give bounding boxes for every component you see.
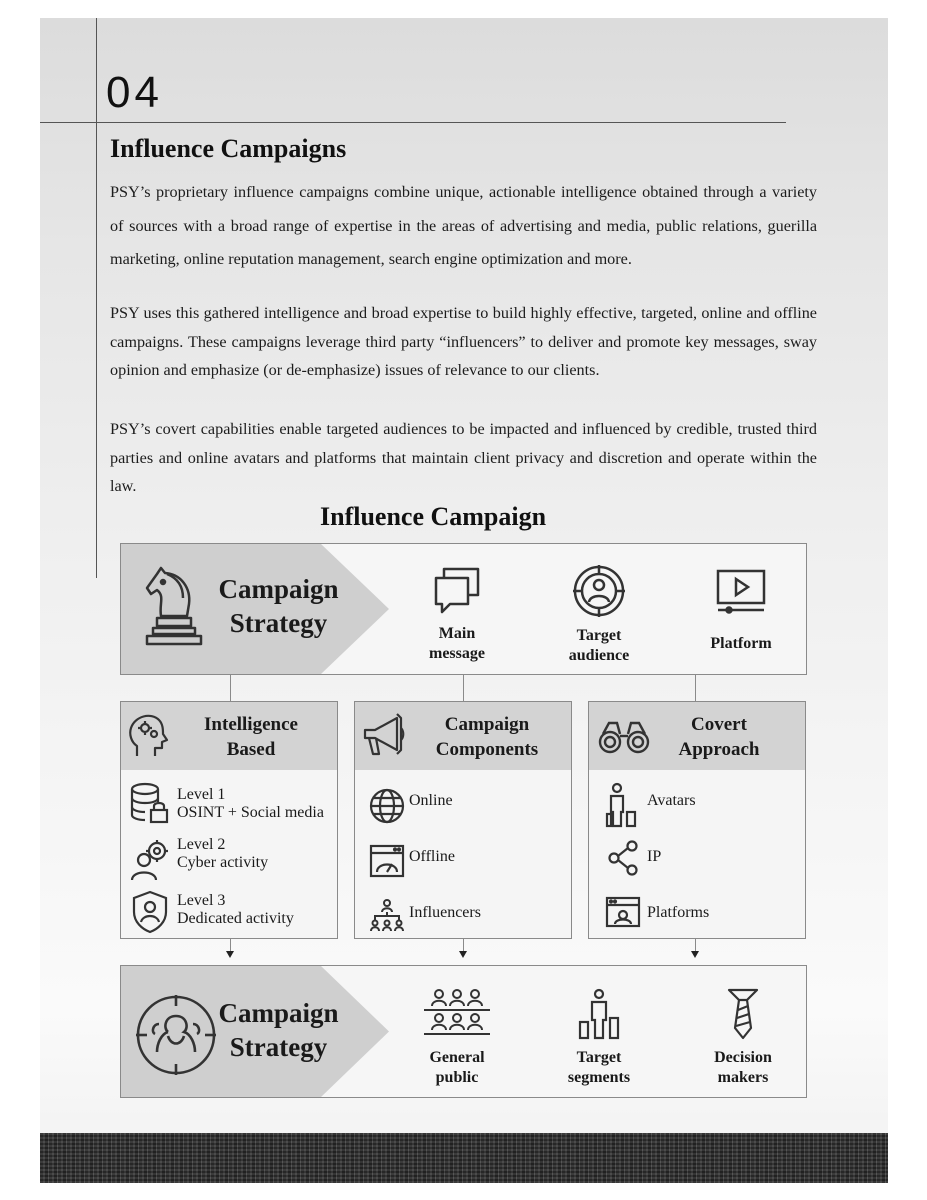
- connector-line: [463, 939, 464, 951]
- connector-line: [230, 675, 231, 701]
- row-text: IP: [647, 848, 662, 865]
- column-header: [355, 702, 571, 770]
- column-title: Campaign Components: [435, 714, 539, 760]
- avatars-row: [589, 782, 805, 830]
- decision-makers-item: Decision makers: [683, 988, 803, 1088]
- ip-row: [589, 840, 805, 888]
- column-title: Intelligence Based: [204, 714, 298, 760]
- down-arrow-icon: [459, 951, 467, 958]
- target-segments-item: Target segments: [539, 988, 659, 1088]
- column-header: [589, 702, 805, 770]
- main-message-item: Main message: [397, 566, 517, 664]
- connector-line: [230, 939, 231, 951]
- bottom-strategy-label: Campaign Strategy: [218, 998, 339, 1062]
- row-text: Level 2 Cyber activity: [177, 836, 269, 871]
- row-text: Online: [409, 792, 453, 809]
- level-2-row: [121, 838, 337, 886]
- target-audience-item: Target audience: [539, 564, 659, 666]
- chess-knight-icon: [143, 564, 205, 648]
- covert-approach-column: [588, 701, 806, 939]
- diagram-title: Influence Campaign: [320, 502, 547, 531]
- intelligence-based-column: [120, 701, 338, 939]
- campaign-strategy-top-box: [120, 543, 807, 675]
- paragraph-3: PSY’s covert capabilities enable targeted audiences to be impacted and influenced by credible, trusted third parties and online avatars and platforms that maintain client privacy and discretion and operate within the law.: [110, 420, 817, 495]
- down-arrow-icon: [691, 951, 699, 958]
- connector-line: [463, 675, 464, 701]
- down-arrow-icon: [226, 951, 234, 958]
- level-1-row: [121, 782, 337, 830]
- platforms-row: [589, 896, 805, 944]
- level-3-row: [121, 890, 337, 938]
- megaphone-icon: [361, 712, 409, 758]
- column-title: Covert Approach: [678, 714, 760, 760]
- audience-target-icon: [572, 564, 626, 618]
- page-number: 04: [106, 68, 163, 117]
- horizontal-rule: [40, 122, 786, 123]
- platform-item: Platform: [681, 568, 801, 654]
- campaign-strategy-bottom-box: [120, 965, 807, 1098]
- row-text: Avatars: [647, 792, 696, 809]
- row-text: Level 1 OSINT + Social media: [177, 786, 324, 821]
- section-title: Influence Campaigns: [110, 134, 347, 163]
- browser-window-icon: [605, 896, 641, 928]
- top-strategy-label: Campaign Strategy: [218, 574, 339, 638]
- offline-row: [355, 844, 571, 892]
- row-text: Level 3 Dedicated activity: [177, 892, 294, 927]
- general-public-item: General public: [397, 988, 517, 1088]
- column-header: [121, 702, 337, 770]
- globe-icon: [369, 788, 405, 824]
- necktie-icon: [727, 988, 759, 1040]
- head-gears-icon: [127, 710, 169, 760]
- person-gear-icon: [129, 838, 173, 882]
- row-text: Platforms: [647, 904, 710, 921]
- row-text: Influencers: [409, 904, 481, 921]
- gauge-window-icon: [369, 844, 405, 878]
- video-player-icon: [715, 568, 767, 614]
- connector-line: [695, 675, 696, 701]
- crowd-icon: [422, 988, 492, 1040]
- row-text: Offline: [409, 848, 455, 865]
- chat-bubbles-icon: [432, 566, 482, 616]
- vertical-rule: [96, 18, 97, 578]
- footer-texture-band: [40, 1133, 888, 1183]
- org-network-icon: [369, 898, 405, 932]
- paragraph-2: PSY uses this gathered intelligence and broad expertise to build highly effective, targeted, online and offline campaigns. These campaigns leverage third party “influencers” to deliver and promote key messages, sway opinion and emphasize (or de-emphasize) issues of relevance to our clients.: [110, 304, 817, 379]
- share-nodes-icon: [607, 840, 639, 876]
- paragraph-1: PSY’s proprietary influence campaigns combine unique, actionable intelligence obtained through a variety of sources with a broad range of expertise in the areas of advertising and media, public relations, guerilla marketing, online reputation management, search engine optimization and more.: [110, 183, 817, 268]
- connector-line: [695, 939, 696, 951]
- online-row: [355, 788, 571, 836]
- person-bars-icon: [576, 988, 622, 1040]
- shield-person-icon: [131, 890, 169, 934]
- person-avatar-icon: [605, 782, 639, 828]
- crowd-target-icon: [135, 994, 217, 1076]
- campaign-components-column: [354, 701, 572, 939]
- database-lock-icon: [129, 782, 171, 826]
